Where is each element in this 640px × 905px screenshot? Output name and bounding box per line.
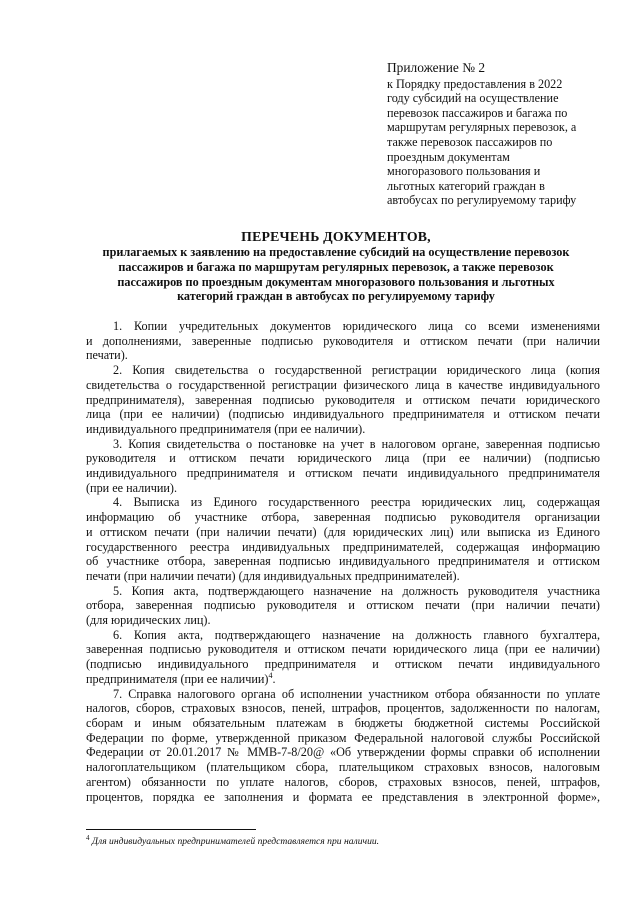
text-line: 5. Копия акта, подтверждающего назначение на должность руководителя участника <box>113 583 600 598</box>
text-line: свидетельства о государственной регистрации физического лица в качестве индивидуального <box>86 377 600 392</box>
appendix-line: перевозок пассажиров и багажа по <box>387 105 568 120</box>
appendix-header <box>387 61 617 208</box>
appendix-line: льготных категорий граждан в <box>387 178 545 193</box>
document-body <box>86 319 600 804</box>
text-line: и дополнениями, заверенные подписью руководителя и оттиском печати (при наличии <box>86 333 600 348</box>
text-line: и оттиском печати (при наличии печати) (для юридических лиц) или выписка из Единого <box>86 524 600 539</box>
text-line: 4. Выписка из Единого государственного реестра юридических лиц, содержащая <box>113 495 600 510</box>
appendix-line: маршрутам регулярных перевозок, а <box>387 120 577 135</box>
text-line: процентов, порядка ее заполнения и формата ее представления в электронной форме», <box>86 789 600 804</box>
appendix-line: Приложение № 2 <box>387 60 486 75</box>
footnote <box>86 833 600 848</box>
list-item-4 <box>86 495 600 583</box>
appendix-line: также перевозок пассажиров по <box>387 134 553 149</box>
text-line: 2. Копия свидетельства о государственной регистрации юридического лица (копия <box>113 363 600 378</box>
list-item-6 <box>86 628 600 687</box>
text-line-content: предпринимателя (при ее наличии) <box>86 671 269 686</box>
document-subtitle-line: прилагаемых к заявлению на предоставление субсидий на осуществление перевозок <box>102 245 570 259</box>
list-item-3 <box>86 437 600 496</box>
text-line: лица (при ее наличии) (подписью индивидуального предпринимателя и оттиском печати <box>86 407 600 422</box>
document-subtitle-line: пассажиров и багажа по маршрутам регулярных перевозок, а также перевозок <box>118 259 554 274</box>
text-line: заверенная подписью руководителя и оттиском печати юридического лица (при ее наличии) <box>86 642 600 657</box>
list-item-5 <box>86 584 600 628</box>
list-item-1 <box>86 319 600 363</box>
text-line: индивидуального предпринимателя (при ее наличии). <box>86 421 366 436</box>
text-line: (для юридических лиц). <box>86 613 211 628</box>
text-line: 3. Копия свидетельства о постановке на учет в налоговом органе, заверенная подписью <box>113 436 600 451</box>
text-line: 6. Копия акта, подтверждающего назначение на должность главного бухгалтера, <box>113 627 600 642</box>
text-line: печати). <box>86 348 128 363</box>
text-line: об участнике отбора, заверенная подписью индивидуального предпринимателя и оттиском <box>86 554 600 569</box>
text-line: агентом) обязанности по уплате налогов, сборов, страховых взносов, пеней, штрафов, <box>86 774 600 789</box>
text-line: руководителя и оттиском печати юридического лица (при ее наличии) (подписью <box>86 451 600 466</box>
text-line: Федерации по форме, утвержденной приказом Федеральной налоговой службы Российской <box>86 730 600 745</box>
document-title: ПЕРЕЧЕНЬ ДОКУМЕНТОВ, <box>241 229 431 244</box>
document-heading <box>72 229 600 304</box>
appendix-line: к Порядку предоставления в 2022 <box>387 76 563 91</box>
footnote-marker: 4 <box>86 833 90 842</box>
text-line: индивидуального предпринимателя и оттиском печати индивидуального предпринимателя <box>86 466 600 481</box>
document-subtitle-line: категорий граждан в автобусах по регулируемому тарифу <box>177 289 495 304</box>
appendix-line: проездным документам <box>387 149 510 164</box>
text-line: предпринимателя), заверенная подписью руководителя и оттиском печати юридического <box>86 392 600 407</box>
text-line: (подписью индивидуального предпринимателя и оттиском печати индивидуального <box>86 657 600 672</box>
footnote-ref-trailing: . <box>272 671 276 686</box>
document-subtitle-line: пассажиров по проездным документам многоразового пользования и льготных <box>117 274 555 289</box>
appendix-line: году субсидий на осуществление <box>387 91 559 106</box>
text-line: (при ее наличии). <box>86 480 178 495</box>
footnote-ref: 4 <box>268 670 273 680</box>
text-line <box>86 672 600 687</box>
text-line: налогоплательщиком (плательщиком сбора, плательщиком страховых взносов, налоговым <box>86 760 600 775</box>
text-line: сборам и иным обязательным платежам в бюджеты бюджетной системы Российской <box>86 715 600 730</box>
list-item-2 <box>86 363 600 437</box>
text-line: печати (при наличии печати) (для индивидуальных предпринимателей). <box>86 568 460 583</box>
text-line: Федерации от 20.01.2017 № ММВ-7-8/20@ «Об утверждении формы справки об исполнении <box>86 745 600 760</box>
text-line: информацию об участнике отбора, заверенная подписью руководителя организации <box>86 510 600 525</box>
text-line: 7. Справка налогового органа об исполнении участником отбора обязанности по уплате <box>113 686 600 701</box>
footnote-divider <box>86 829 256 830</box>
list-item-7 <box>86 687 600 805</box>
appendix-line: автобусах по регулируемому тарифу <box>387 193 577 208</box>
appendix-line: многоразового пользования и <box>387 164 541 179</box>
text-line: налогов, сборов, страховых взносов, пеней, штрафов, процентов, задолженности по налогам, <box>86 701 600 716</box>
footnote-text: Для индивидуальных предпринимателей представляется при наличии. <box>91 836 380 847</box>
text-line: 1. Копии учредительных документов юридического лица со всеми изменениями <box>113 319 600 333</box>
text-line: отбора, заверенная подписью руководителя и оттиском печати (при наличии печати) <box>86 598 600 613</box>
text-line: государственного реестра индивидуальных предпринимателей, содержащая информацию <box>86 539 600 554</box>
